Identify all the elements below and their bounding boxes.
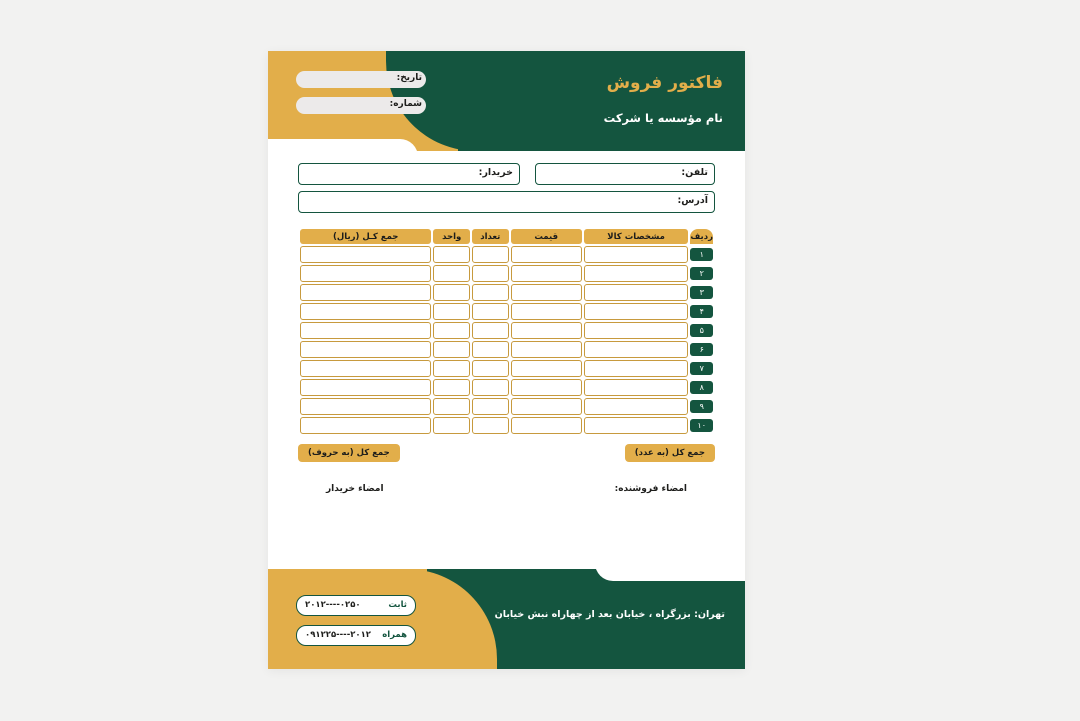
- item-name-cell[interactable]: [584, 379, 689, 396]
- item-qty-cell-input[interactable]: [472, 379, 509, 396]
- item-unit-cell-input[interactable]: [433, 303, 470, 320]
- total-in-numbers-label: جمع کل (به عدد): [625, 444, 715, 462]
- item-price-cell[interactable]: [511, 341, 582, 358]
- row-index-cell: [690, 303, 713, 320]
- footer-address: تهران: بزرگراه ، خیابان بعد از چهاراه نبش خیابان: [494, 609, 725, 620]
- table-row: [300, 303, 713, 320]
- item-unit-cell[interactable]: [433, 322, 470, 339]
- item-name-cell[interactable]: [584, 246, 689, 263]
- item-name-cell-input[interactable]: [584, 360, 689, 377]
- item-qty-cell-input[interactable]: [472, 265, 509, 282]
- item-name-cell[interactable]: [584, 322, 689, 339]
- footer-contact-group: [296, 595, 416, 655]
- row-index-cell: [690, 360, 713, 377]
- table-row: [300, 341, 713, 358]
- item-price-cell[interactable]: [511, 322, 582, 339]
- company-name: نام مؤسسه یا شرکت: [603, 111, 723, 125]
- item-name-cell[interactable]: [584, 360, 689, 377]
- item-name-cell[interactable]: [584, 265, 689, 282]
- item-total-cell[interactable]: [300, 303, 431, 320]
- table-row: [300, 322, 713, 339]
- item-qty-cell-input[interactable]: [472, 398, 509, 415]
- item-name-cell[interactable]: [584, 417, 689, 434]
- item-qty-cell[interactable]: [472, 265, 509, 282]
- item-total-cell-input[interactable]: [300, 379, 431, 396]
- row-index-badge: ۹: [690, 400, 713, 413]
- mobile-value: ۰۹۱۲۲۵----۲۰۱۲: [305, 630, 371, 640]
- buyer-phone-row: [298, 163, 715, 185]
- items-table-section: [268, 219, 745, 436]
- row-index-cell: [690, 417, 713, 434]
- item-price-cell-input[interactable]: [511, 417, 582, 434]
- item-qty-cell[interactable]: [472, 246, 509, 263]
- item-total-cell[interactable]: [300, 379, 431, 396]
- signature-row: [268, 462, 745, 494]
- item-qty-cell-input[interactable]: [472, 360, 509, 377]
- col-header-radif: ردیف: [690, 229, 713, 244]
- item-unit-cell[interactable]: [433, 379, 470, 396]
- item-price-cell[interactable]: [511, 246, 582, 263]
- item-total-cell[interactable]: [300, 265, 431, 282]
- item-unit-cell[interactable]: [433, 360, 470, 377]
- item-qty-cell-input[interactable]: [472, 417, 509, 434]
- item-unit-cell-input[interactable]: [433, 417, 470, 434]
- row-index-badge: ۳: [690, 286, 713, 299]
- row-index-badge: ۴: [690, 305, 713, 318]
- row-index-cell: [690, 341, 713, 358]
- table-row: [300, 360, 713, 377]
- item-unit-cell[interactable]: [433, 398, 470, 415]
- row-index-badge: ۲: [690, 267, 713, 280]
- number-label: شماره:: [389, 99, 422, 109]
- item-price-cell[interactable]: [511, 417, 582, 434]
- table-row: [300, 379, 713, 396]
- item-price-cell[interactable]: [511, 360, 582, 377]
- item-price-cell-input[interactable]: [511, 360, 582, 377]
- item-price-cell-input[interactable]: [511, 379, 582, 396]
- items-table-body: [300, 246, 713, 434]
- row-index-cell: [690, 265, 713, 282]
- item-name-cell[interactable]: [584, 398, 689, 415]
- item-total-cell[interactable]: [300, 341, 431, 358]
- row-index-cell: [690, 322, 713, 339]
- invoice-header: [268, 51, 745, 151]
- col-header-total: جمع کـل (ریال): [300, 229, 431, 244]
- item-price-cell[interactable]: [511, 303, 582, 320]
- item-total-cell-input[interactable]: [300, 398, 431, 415]
- item-price-cell-input[interactable]: [511, 341, 582, 358]
- footer-white-notch: [595, 569, 745, 581]
- item-price-cell-input[interactable]: [511, 265, 582, 282]
- item-price-cell[interactable]: [511, 265, 582, 282]
- item-total-cell[interactable]: [300, 360, 431, 377]
- invoice-footer: [268, 569, 745, 669]
- table-row: [300, 417, 713, 434]
- item-price-cell-input[interactable]: [511, 246, 582, 263]
- item-total-cell-input[interactable]: [300, 341, 431, 358]
- item-unit-cell[interactable]: [433, 417, 470, 434]
- item-total-cell[interactable]: [300, 322, 431, 339]
- address-label: آدرس:: [677, 195, 708, 206]
- date-label: تاریخ:: [396, 73, 422, 83]
- item-qty-cell[interactable]: [472, 284, 509, 301]
- item-unit-cell-input[interactable]: [433, 398, 470, 415]
- items-header-row: [300, 229, 713, 244]
- table-row: [300, 284, 713, 301]
- date-field[interactable]: [296, 71, 426, 88]
- item-name-cell-input[interactable]: [584, 284, 689, 301]
- item-name-cell-input[interactable]: [584, 246, 689, 263]
- item-unit-cell[interactable]: [433, 303, 470, 320]
- item-total-cell[interactable]: [300, 417, 431, 434]
- item-unit-cell[interactable]: [433, 341, 470, 358]
- item-qty-cell[interactable]: [472, 379, 509, 396]
- item-name-cell-input[interactable]: [584, 322, 689, 339]
- item-unit-cell-input[interactable]: [433, 360, 470, 377]
- item-price-cell[interactable]: [511, 398, 582, 415]
- total-in-letters-label: جمع کل (به حروف): [298, 444, 400, 462]
- landline-value: ۲۰۱۲----۰۲۵۰: [305, 600, 361, 610]
- item-unit-cell-input[interactable]: [433, 322, 470, 339]
- item-total-cell-input[interactable]: [300, 284, 431, 301]
- item-price-cell[interactable]: [511, 379, 582, 396]
- item-price-cell-input[interactable]: [511, 398, 582, 415]
- item-total-cell-input[interactable]: [300, 265, 431, 282]
- col-header-price: قیمت: [511, 229, 582, 244]
- item-unit-cell[interactable]: [433, 265, 470, 282]
- buyer-field[interactable]: [298, 163, 520, 185]
- seller-signature-label: امضاء فروشنده:: [614, 484, 687, 494]
- row-index-badge: ۶: [690, 343, 713, 356]
- totals-row: [268, 436, 745, 462]
- col-header-qty: تعداد: [472, 229, 509, 244]
- item-name-cell[interactable]: [584, 303, 689, 320]
- item-qty-cell[interactable]: [472, 417, 509, 434]
- item-total-cell-input[interactable]: [300, 303, 431, 320]
- row-index-badge: ۵: [690, 324, 713, 337]
- item-price-cell-input[interactable]: [511, 303, 582, 320]
- item-qty-cell-input[interactable]: [472, 322, 509, 339]
- item-qty-cell[interactable]: [472, 360, 509, 377]
- mobile-contact: [296, 625, 416, 646]
- item-unit-cell-input[interactable]: [433, 341, 470, 358]
- item-price-cell-input[interactable]: [511, 322, 582, 339]
- item-qty-cell-input[interactable]: [472, 341, 509, 358]
- address-field[interactable]: [298, 191, 715, 213]
- item-name-cell-input[interactable]: [584, 398, 689, 415]
- row-index-cell: [690, 379, 713, 396]
- item-unit-cell-input[interactable]: [433, 246, 470, 263]
- item-qty-cell[interactable]: [472, 398, 509, 415]
- item-qty-cell[interactable]: [472, 341, 509, 358]
- item-unit-cell-input[interactable]: [433, 265, 470, 282]
- item-total-cell-input[interactable]: [300, 322, 431, 339]
- item-qty-cell-input[interactable]: [472, 246, 509, 263]
- item-qty-cell-input[interactable]: [472, 303, 509, 320]
- row-index-badge: ۱۰: [690, 419, 713, 432]
- address-row: [298, 191, 715, 213]
- item-qty-cell[interactable]: [472, 303, 509, 320]
- item-unit-cell[interactable]: [433, 284, 470, 301]
- item-name-cell[interactable]: [584, 341, 689, 358]
- mobile-label: همراه: [382, 630, 407, 640]
- table-row: [300, 246, 713, 263]
- phone-label: تلفن:: [681, 167, 708, 178]
- row-index-cell: [690, 398, 713, 415]
- header-white-notch: [268, 139, 418, 151]
- item-unit-cell[interactable]: [433, 246, 470, 263]
- col-header-name: مشخصات کالا: [584, 229, 689, 244]
- item-total-cell-input[interactable]: [300, 360, 431, 377]
- item-total-cell[interactable]: [300, 398, 431, 415]
- item-total-cell[interactable]: [300, 246, 431, 263]
- row-index-badge: ۱: [690, 248, 713, 261]
- item-total-cell-input[interactable]: [300, 246, 431, 263]
- buyer-info-section: [268, 151, 745, 213]
- item-total-cell[interactable]: [300, 284, 431, 301]
- item-qty-cell[interactable]: [472, 322, 509, 339]
- row-index-badge: ۷: [690, 362, 713, 375]
- item-name-cell-input[interactable]: [584, 341, 689, 358]
- buyer-label: خریدار:: [478, 167, 513, 178]
- number-field[interactable]: [296, 97, 426, 114]
- item-name-cell-input[interactable]: [584, 379, 689, 396]
- landline-label: ثابت: [388, 600, 407, 610]
- table-row: [300, 398, 713, 415]
- item-unit-cell-input[interactable]: [433, 379, 470, 396]
- item-name-cell-input[interactable]: [584, 303, 689, 320]
- col-header-unit: واحد: [433, 229, 470, 244]
- item-name-cell-input[interactable]: [584, 265, 689, 282]
- item-total-cell-input[interactable]: [300, 417, 431, 434]
- header-field-group: [296, 71, 426, 123]
- item-price-cell[interactable]: [511, 284, 582, 301]
- item-name-cell-input[interactable]: [584, 417, 689, 434]
- items-table: [298, 227, 715, 436]
- phone-field[interactable]: [535, 163, 715, 185]
- buyer-signature-label: امضاء خریدار: [326, 484, 384, 494]
- header-titles: [604, 73, 723, 125]
- item-name-cell[interactable]: [584, 284, 689, 301]
- table-row: [300, 265, 713, 282]
- item-unit-cell-input[interactable]: [433, 284, 470, 301]
- landline-contact: [296, 595, 416, 616]
- item-qty-cell-input[interactable]: [472, 284, 509, 301]
- row-index-cell: [690, 246, 713, 263]
- document-title: فاکتور فروش: [606, 73, 723, 93]
- row-index-cell: [690, 284, 713, 301]
- invoice-sheet: [268, 51, 745, 669]
- row-index-badge: ۸: [690, 381, 713, 394]
- item-price-cell-input[interactable]: [511, 284, 582, 301]
- items-table-head: [300, 229, 713, 244]
